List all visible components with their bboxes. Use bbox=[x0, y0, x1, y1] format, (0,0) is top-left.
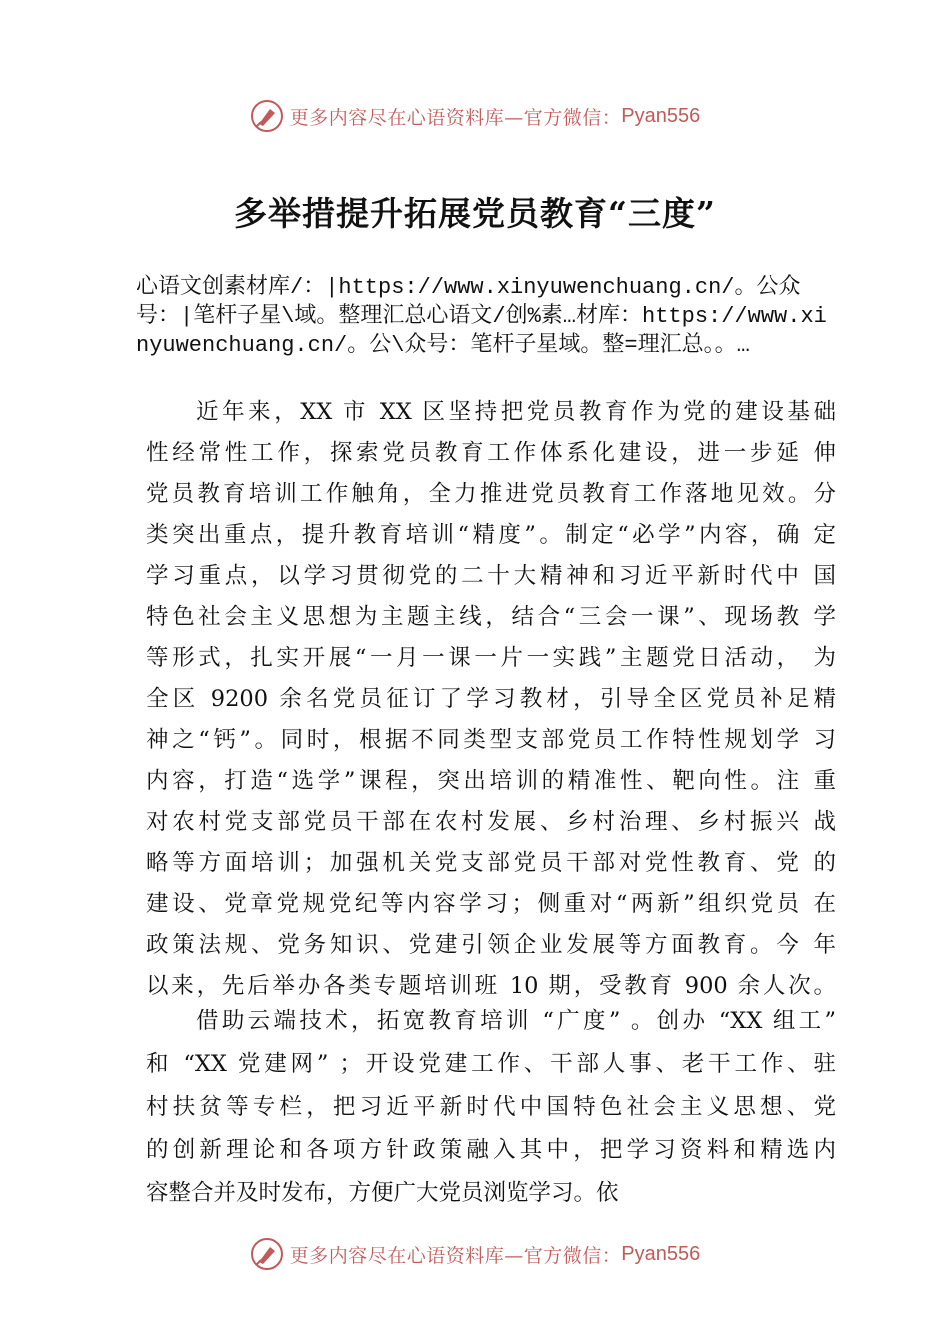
source-note: 心语文创素材库/：|https://www.xinyuwenchuang.cn/。公众号：|笔杆子星\域。整理汇总心语文/创%素…材库：https://www.xinyuwenchuang.cn/。公\众号：笔杆子星域。整=理汇总。。… bbox=[136, 275, 827, 358]
paragraph-line: 容整合并及时发布，方便广大党员浏览学习。依 bbox=[146, 1180, 619, 1206]
paragraph-line: 神之“钙”。同时，根据不同类型支部党员工作特性规划学 习 bbox=[146, 727, 836, 753]
paragraph-line: 以来，先后举办各类专题培训班 10 期，受教育 900 余人次。 bbox=[146, 973, 836, 999]
document-title: 多举措提升拓展党员教育“三度” bbox=[234, 194, 716, 233]
paragraph-2 bbox=[146, 1000, 836, 1215]
paragraph-line: 和 “XX 党建网” ；开设党建工作、干部人事、老干工作、驻 bbox=[146, 1051, 836, 1077]
footer-watermark-banner bbox=[0, 1234, 950, 1274]
paragraph-line: 党员教育培训工作触角，全力推进党员教育工作落地见效。分 bbox=[146, 481, 836, 507]
paragraph-line: 学习重点，以学习贯彻党的二十大精神和习近平新时代中 国 bbox=[146, 563, 836, 589]
paragraph-line: 近年来，XX 市 XX 区坚持把党员教育作为党的建设基础 bbox=[196, 399, 836, 425]
paragraph-line: 略等方面培训；加强机关党支部党员干部对党性教育、党 的 bbox=[146, 850, 836, 876]
paragraph-line: 特色社会主义思想为主题主线，结合“三会一课”、现场教 学 bbox=[146, 604, 836, 630]
pen-nib-logo-icon bbox=[250, 1237, 284, 1271]
paragraph-line: 类突出重点，提升教育培训“精度”。制定“必学”内容，确 定 bbox=[146, 522, 836, 548]
paragraph-line: 的创新理论和各项方针政策融入其中，把学习资料和精选内 bbox=[146, 1137, 836, 1163]
paragraph-1 bbox=[146, 392, 836, 1007]
paragraph-line: 性经常性工作，探索党员教育工作体系化建设，进一步延 伸 bbox=[146, 440, 836, 466]
header-watermark-banner bbox=[0, 96, 950, 136]
paragraph-line: 全区 9200 余名党员征订了学习教材，引导全区党员补足精 bbox=[146, 686, 836, 712]
paragraph-line: 等形式，扎实开展“一月一课一片一实践”主题党日活动， 为 bbox=[146, 645, 836, 671]
paragraph-line: 建设、党章党规党纪等内容学习；侧重对“两新”组织党员 在 bbox=[146, 891, 836, 917]
banner-text: 更多内容尽在心语资料库—官方微信： bbox=[289, 106, 622, 129]
paragraph-line: 村扶贫等专栏，把习近平新时代中国特色社会主义思想、党 bbox=[146, 1094, 836, 1120]
paragraph-line: 政策法规、党务知识、党建引领企业发展等方面教育。今 年 bbox=[146, 932, 836, 958]
pen-nib-logo-icon bbox=[250, 99, 284, 133]
paragraph-line: 对农村党支部党员干部在农村发展、乡村治理、乡村振兴 战 bbox=[146, 809, 836, 835]
banner-text: 更多内容尽在心语资料库—官方微信： bbox=[289, 1244, 622, 1267]
banner-account: Pyan556 bbox=[621, 1242, 701, 1265]
paragraph-line: 借助云端技术，拓宽教育培训 “广度” 。创办 “XX 组工” bbox=[196, 1008, 836, 1034]
paragraph-line: 内容，打造“选学”课程，突出培训的精准性、靶向性。注 重 bbox=[146, 768, 836, 794]
banner-account: Pyan556 bbox=[621, 104, 701, 127]
